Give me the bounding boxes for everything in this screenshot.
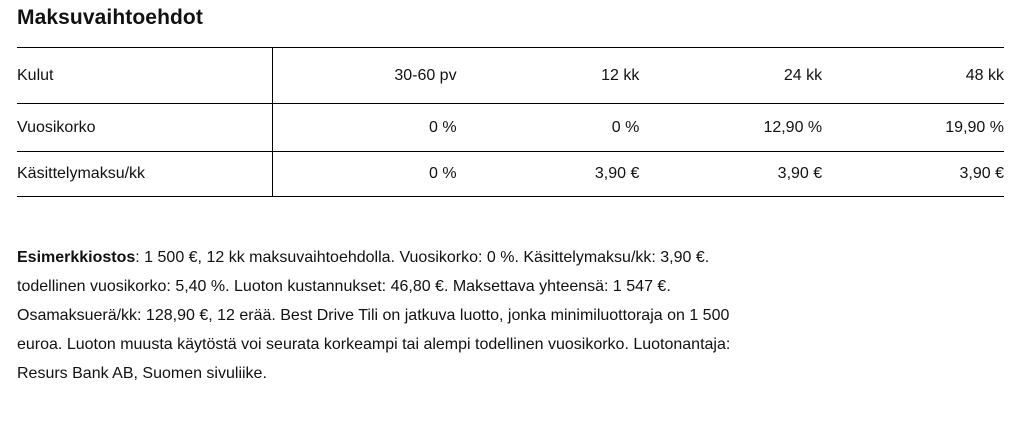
table-cell: 0 % — [272, 104, 456, 152]
page-title: Maksuvaihtoehdot — [17, 6, 203, 29]
example-heading: Esimerkkiostos — [17, 249, 136, 266]
table-cell: 0 % — [457, 104, 640, 152]
table-cell: 0 % — [272, 152, 456, 197]
table-cell: 19,90 % — [822, 104, 1004, 152]
table-cell: 3,90 € — [822, 152, 1004, 197]
table-row-kasittelymaksu — [17, 152, 1004, 197]
example-line-1-text: : 1 500 €, 12 kk maksuvaihtoehdolla. Vuosikorko: 0 %. Käsittelymaksu/kk: 3,90 €. — [135, 249, 710, 266]
header-col-30-60-pv: 30-60 pv — [272, 48, 456, 104]
header-col-12-kk: 12 kk — [457, 48, 640, 104]
example-line-1 — [17, 243, 917, 272]
table-cell: 12,90 % — [639, 104, 822, 152]
table-row-vuosikorko — [17, 104, 1004, 152]
header-label-cell: Kulut — [17, 48, 272, 104]
header-col-24-kk: 24 kk — [639, 48, 822, 104]
table-header-row — [17, 48, 1004, 104]
row-label: Vuosikorko — [17, 104, 272, 152]
example-line-3: Osamaksuerä/kk: 128,90 €, 12 erää. Best Drive Tili on jatkuva luotto, jonka minimiluottoraja on 1 500 — [17, 307, 730, 324]
example-line-5: Resurs Bank AB, Suomen sivuliike. — [17, 365, 267, 382]
row-label: Käsittelymaksu/kk — [17, 152, 272, 197]
header-col-48-kk: 48 kk — [822, 48, 1004, 104]
table-cell: 3,90 € — [639, 152, 822, 197]
table-cell: 3,90 € — [457, 152, 640, 197]
payment-options-table — [17, 47, 1004, 197]
example-purchase-text — [17, 243, 917, 388]
example-line-4: euroa. Luoton muusta käytöstä voi seurata korkeampi tai alempi todellinen vuosikorko. Luotonantaja: — [17, 336, 731, 353]
example-line-2: todellinen vuosikorko: 5,40 %. Luoton kustannukset: 46,80 €. Maksettava yhteensä: 1 547 €. — [17, 278, 671, 295]
